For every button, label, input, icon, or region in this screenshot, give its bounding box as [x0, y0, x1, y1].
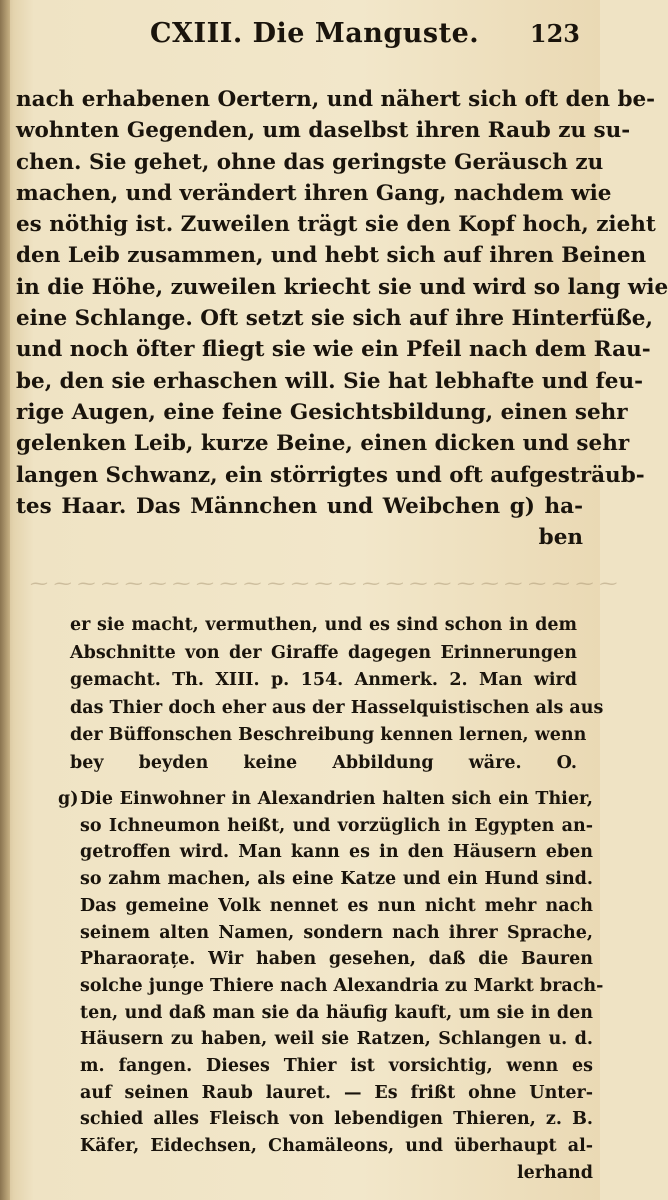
main-text-block [16, 84, 668, 553]
footnote-line: Die Einwohner in Alexandrien halten sich ein Thier, [80, 789, 593, 809]
text-line: machen, und verändert ihren Gang, nachdem wie [16, 180, 612, 206]
catchword: ben [538, 525, 583, 551]
footnote-first-line [58, 786, 593, 813]
footnote-line: so zahm machen, als eine Katze und ein Hund sind. [80, 869, 593, 890]
text-line: es nöthig ist. Zuweilen trägt sie den Kopf hoch, zieht [16, 212, 656, 238]
footnote-line: das Thier doch eher aus der Hasselquistischen als aus [70, 697, 604, 718]
page-number: 123 [529, 19, 580, 48]
footnote-line: gemacht. Th. XIII. p. 154. Anmerk. 2. Man wird [70, 670, 577, 690]
text-line: langen Schwanz, ein störrigtes und oft aufgesträub- [16, 462, 645, 488]
footnote-line: Abschnitte von der Giraffe dagegen Erinnerungen [70, 642, 577, 663]
text-line: den Leib zusammen, und hebt sich auf ihren Beinen [16, 243, 647, 269]
footnote-line: ten, und daß man sie da häufig kauft, um sie in den [80, 1002, 593, 1023]
text-line: chen. Sie gehet, ohne das geringste Geräusch zu [16, 149, 604, 175]
footnote-line: Käfer, Eidechsen, Chamäleons, und überhaupt al- [80, 1136, 593, 1157]
footnote-line: er sie macht, vermuthen, und es sind schon in dem [70, 615, 577, 635]
footnote-line: solche junge Thiere nach Alexandria zu Markt brach- [80, 975, 604, 996]
footnote-line: so Ichneumon heißt, und vorzüglich in Egypten an- [80, 815, 593, 836]
running-title: CXIII. Die Manguste. [150, 18, 480, 49]
footnote-line: Das gemeine Volk nennet es nun nicht mehr nach [80, 895, 593, 916]
text-line: be, den sie erhaschen will. Sie hat lebhafte und feu- [16, 368, 644, 394]
footnote-line: seinem alten Namen, sondern nach ihrer Sprache, [80, 922, 593, 943]
show-through-text: ⁓ ⁓ ⁓ ⁓ ⁓ ⁓ ⁓ ⁓ ⁓ ⁓ ⁓ ⁓ ⁓ ⁓ ⁓ ⁓ ⁓ ⁓ ⁓ ⁓ ⁓ ⁓ ⁓ ⁓ ⁓ [30, 573, 618, 594]
text-line: und noch öfter fliegt sie wie ein Pfeil nach dem Rau- [16, 337, 651, 363]
footnote-line: Pharaorațe. Wir haben gesehen, daß die Bauren [80, 949, 593, 970]
page-header [150, 18, 580, 58]
catchword: lerhand [516, 1162, 593, 1183]
text-line: nach erhabenen Oertern, und nähert sich oft den be- [16, 87, 656, 112]
text-line: wohnten Gegenden, um daselbst ihren Raub zu su- [16, 118, 631, 144]
footnote-line: Häusern zu haben, weil sie Ratzen, Schlangen u. d. [80, 1029, 593, 1050]
footnote-f [70, 612, 604, 777]
footnote-line: schied alles Fleisch von lebendigen Thieren, z. B. [80, 1109, 593, 1130]
page-gutter [0, 0, 10, 1200]
footnote-marker: g) [58, 789, 79, 809]
footnote-line: bey beyden keine Abbildung wäre. O. [70, 752, 577, 773]
footnote-line: auf seinen Raub lauret. — Es frißt ohne Unter- [80, 1082, 593, 1103]
text-line: in die Höhe, zuweilen kriecht sie und wird so lang wie [16, 274, 668, 300]
footnote-g [58, 786, 604, 1187]
text-line: eine Schlange. Oft setzt sie sich auf ihre Hinterfüße, [16, 306, 653, 332]
footnote-line: m. fangen. Dieses Thier ist vorsichtig, wenn es [80, 1056, 593, 1077]
text-line: rige Augen, eine feine Gesichtsbildung, einen sehr [16, 399, 628, 425]
footnote-line: der Büffonschen Beschreibung kennen lernen, wenn [70, 725, 587, 745]
text-line: tes Haar. Das Männchen und Weibchen g) ha- [16, 493, 583, 519]
footnote-line: getroffen wird. Man kann es in den Häusern eben [80, 842, 593, 863]
text-line: gelenken Leib, kurze Beine, einen dicken und sehr [16, 431, 630, 457]
